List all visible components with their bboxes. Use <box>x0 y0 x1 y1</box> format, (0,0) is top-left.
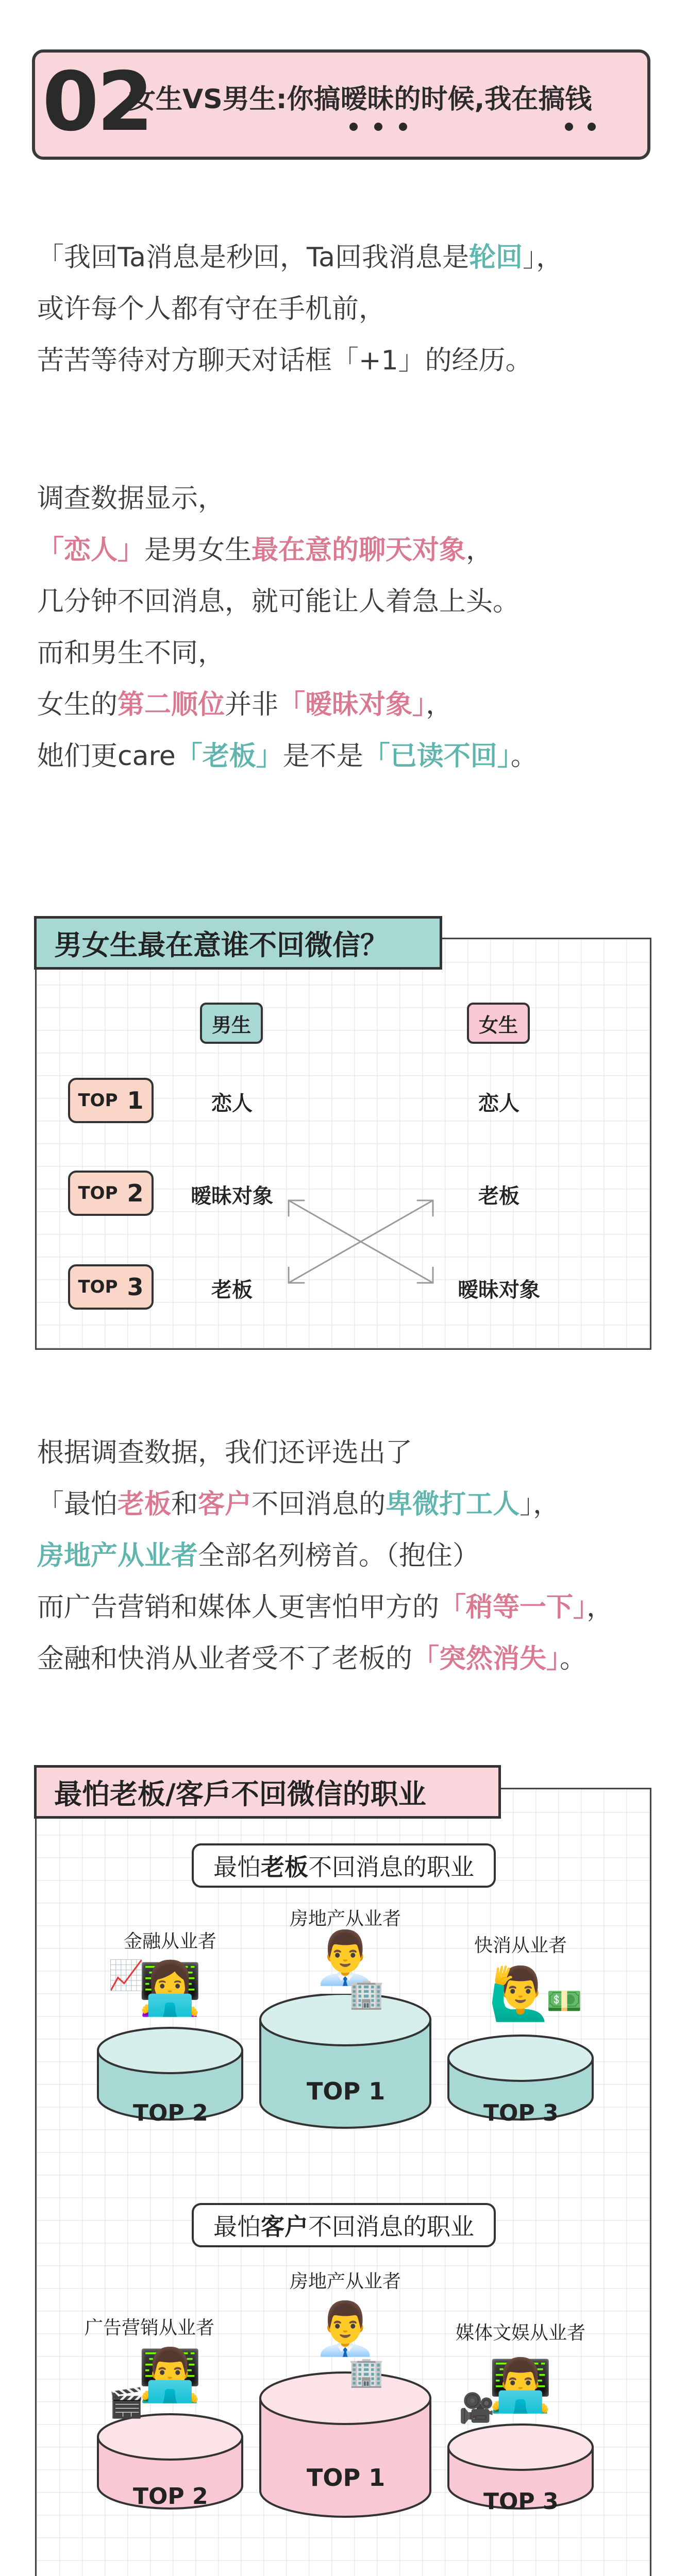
text-line: 而和男生不同， <box>37 638 225 669</box>
section-number: 02 <box>42 55 152 149</box>
money-prop-icon: 💵 <box>546 1985 582 2018</box>
figure-title: 男女生最在意谁不回微信？ <box>34 916 442 970</box>
building-prop-icon: 🏢 <box>348 2355 384 2389</box>
rank-label: TOP <box>78 1277 118 1297</box>
text: 不回消息的 <box>252 1489 386 1520</box>
highlight-text: 「已读不回」 <box>363 741 511 772</box>
text: 是不是 <box>282 741 363 772</box>
text: 全部名列榜首。（抱住） <box>198 1540 480 1571</box>
text-line <box>37 524 538 576</box>
text-line <box>37 731 538 782</box>
rank-label: TOP 2 <box>133 2100 208 2126</box>
text: 「最怕 <box>37 1489 118 1520</box>
man-building-icon: 👨‍💼 <box>313 2298 378 2359</box>
highlight-text: 房地产从业者 <box>37 1540 198 1571</box>
female-item: 暧昧对象 <box>458 1278 540 1302</box>
highlight-text: 「突然消失」 <box>412 1643 560 1674</box>
paragraph-intro <box>37 232 563 386</box>
figure-jobs-ranking <box>0 1752 687 2576</box>
text: 是男女生 <box>144 535 252 566</box>
highlight-text: 「稍等一下」 <box>439 1592 587 1623</box>
emphasis-dot <box>565 123 573 131</box>
text-line <box>37 1530 613 1582</box>
man-laptop-camera-icon: 👨‍💻 <box>488 2355 553 2415</box>
text: 。 <box>560 1643 587 1674</box>
text-line <box>37 1582 613 1633</box>
male-item: 暧昧对象 <box>191 1184 273 1208</box>
highlight-text: 第二顺位 <box>118 689 225 720</box>
paragraph-jobs <box>37 1427 613 1685</box>
woman-laptop-chart-icon: 👩‍💻 <box>138 1958 203 2019</box>
swap-arrows <box>278 1190 443 1293</box>
text: 「我回Ta消息是秒回，Ta回我消息是 <box>37 242 470 273</box>
column-male: 男生 <box>200 1003 263 1044</box>
rank-label: TOP <box>78 1183 118 1204</box>
emphasis-dot <box>588 123 596 131</box>
rank-number: 1 <box>127 1087 144 1114</box>
rank-label: TOP 2 <box>133 2483 208 2510</box>
building-prop-icon: 🏢 <box>348 1977 384 2011</box>
text-line <box>37 679 538 731</box>
female-item: 恋人 <box>478 1092 520 1115</box>
highlight-text: 最在意的聊天对象 <box>252 535 466 566</box>
boss-subheader <box>192 1843 496 1888</box>
text: ， <box>466 535 493 566</box>
rank-label: TOP 1 <box>307 2464 386 2492</box>
client-subheader <box>192 2203 496 2247</box>
man-laptop-clapper-icon: 👨‍💻 <box>138 2345 203 2405</box>
emphasis-dot <box>374 123 382 131</box>
chart-prop-icon: 📈 <box>108 1959 144 1992</box>
text: 最怕 <box>213 1853 261 1881</box>
rank-label: TOP 3 <box>483 2488 559 2515</box>
text: 」， <box>523 242 563 273</box>
job-label: 广告营销从业者 <box>84 2317 214 2338</box>
text: 金融和快消从业者受不了老板的 <box>37 1643 413 1674</box>
text: ， <box>426 689 453 720</box>
man-building-icon: 👨‍💼 <box>313 1927 378 1988</box>
rank-number: 2 <box>127 1179 144 1207</box>
text: ， <box>587 1592 614 1623</box>
highlight-text: 老板 <box>118 1489 172 1520</box>
text: 女生的 <box>37 689 118 720</box>
highlight-text: 卑微打工人 <box>386 1489 520 1520</box>
text-line: 根据调查数据，我们还评选出了 <box>37 1437 413 1468</box>
rank-label: TOP 3 <box>483 2100 559 2126</box>
rank-badge <box>68 1264 154 1310</box>
job-label: 房地产从业者 <box>289 1908 401 1929</box>
text-line <box>37 1479 613 1530</box>
text: 」， <box>520 1489 560 1520</box>
emphasis-dot <box>399 123 407 131</box>
figure-who-matters <box>0 902 687 1365</box>
section-title: 女生VS男生:你搞暧昧的时候,我在搞钱 <box>129 84 592 115</box>
text: 并非 <box>225 689 279 720</box>
rank-badge <box>68 1171 154 1216</box>
highlight-text: 「老板」 <box>175 741 283 772</box>
text: 和 <box>171 1489 198 1520</box>
text: 她们更care <box>37 741 176 772</box>
text: 不回消息的职业 <box>308 1853 474 1881</box>
highlight-text: 客户 <box>261 2213 308 2241</box>
rank-label: TOP 1 <box>307 2077 386 2105</box>
highlight-text: 轮回 <box>469 242 523 273</box>
male-item: 老板 <box>211 1278 253 1302</box>
job-label: 媒体文娱从业者 <box>455 2323 585 2344</box>
column-female: 女生 <box>467 1003 530 1044</box>
highlight-text: 「恋人」 <box>37 535 145 566</box>
text: 不回消息的职业 <box>308 2213 474 2241</box>
text-line <box>37 232 563 283</box>
text-line <box>37 1633 613 1685</box>
text: 而广告营销和媒体人更害怕甲方的 <box>37 1592 440 1623</box>
text-line: 几分钟不回消息，就可能让人着急上头。 <box>37 586 520 617</box>
text-line: 苦苦等待对方聊天对话框「+1」的经历。 <box>37 345 532 376</box>
highlight-text: 老板 <box>261 1853 308 1881</box>
clapper-prop-icon: 🎬 <box>108 2386 144 2420</box>
section-header <box>0 0 687 170</box>
job-label: 快消从业者 <box>474 1935 567 1956</box>
female-item: 老板 <box>478 1184 520 1208</box>
highlight-text: 客户 <box>198 1489 252 1520</box>
job-label: 金融从业者 <box>123 1931 216 1952</box>
rank-number: 3 <box>127 1273 144 1301</box>
emphasis-dot <box>349 123 358 131</box>
text: 。 <box>510 741 538 772</box>
male-item: 恋人 <box>211 1092 253 1115</box>
camera-prop-icon: 🎥 <box>459 2392 495 2425</box>
text-line: 或许每个人都有守在手机前， <box>37 294 386 325</box>
rank-label: TOP <box>78 1090 118 1111</box>
highlight-text: 「暧昧对象」 <box>278 689 426 720</box>
figure-title: 最怕老板/客戶不回微信的职业 <box>34 1765 501 1819</box>
job-label: 房地产从业者 <box>289 2271 401 2292</box>
text: 最怕 <box>213 2213 261 2241</box>
man-money-icon: 🙋‍♂️ <box>488 1963 553 2024</box>
paragraph-survey <box>37 473 538 782</box>
text-line: 调查数据显示， <box>37 483 225 514</box>
rank-badge <box>68 1078 154 1123</box>
